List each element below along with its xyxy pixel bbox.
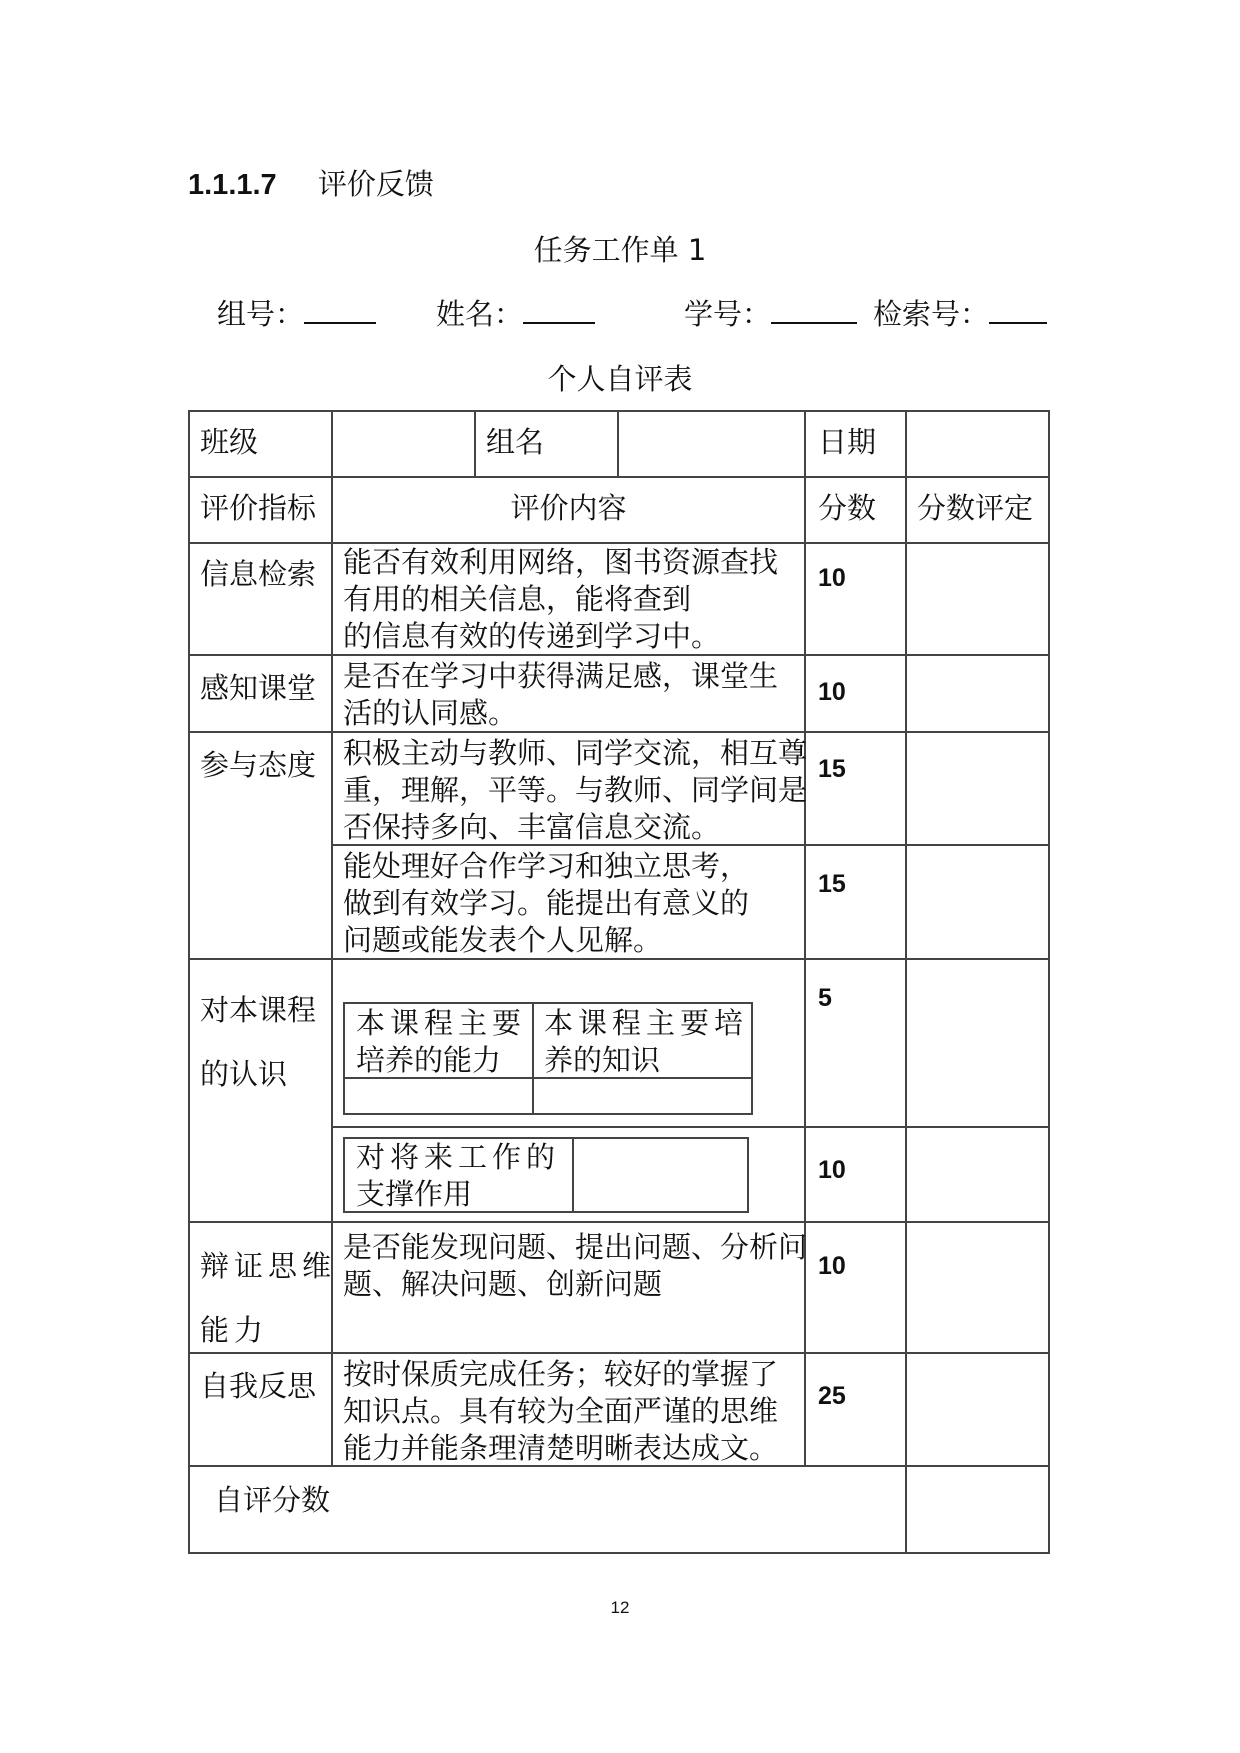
student-id-field	[684, 292, 857, 333]
indicator-dialectical-thinking	[200, 1234, 336, 1362]
indicator-line: 的认识	[200, 1057, 288, 1091]
section-title: 评价反馈	[317, 167, 434, 201]
indicator-info-search: 信息检索	[200, 557, 317, 591]
rating-header: 分数评定	[917, 491, 1034, 525]
name-blank[interactable]	[523, 296, 595, 324]
cell-line: 本课程主要培	[544, 1006, 749, 1040]
content-line: 按时保质完成任务；较好的掌握了	[343, 1357, 779, 1391]
score-participation-b: 15	[818, 870, 846, 898]
table-col-rule	[804, 410, 806, 1466]
main-knowledge-input[interactable]	[535, 1080, 749, 1112]
date-input[interactable]	[917, 418, 1041, 472]
table-col-rule	[617, 410, 619, 476]
future-work-support-cell	[356, 1139, 560, 1213]
content-info-search	[343, 544, 778, 655]
nested-rule	[343, 1137, 345, 1213]
content-line: 积极主动与教师、同学交流，相互尊	[343, 736, 808, 770]
nested-rule	[343, 1113, 753, 1115]
score-participation-a: 15	[818, 755, 846, 783]
indicator-line: 辩证思维	[200, 1249, 337, 1283]
table-border-bottom	[188, 1552, 1050, 1554]
nested-rule	[343, 1002, 345, 1115]
content-line: 能处理好合作学习和独立思考，	[343, 849, 750, 883]
content-line: 问题或能发表个人见解。	[343, 923, 663, 957]
main-ability-cell	[356, 1005, 526, 1079]
nested-rule	[751, 1002, 753, 1115]
score-class-perception: 10	[818, 678, 846, 706]
class-label: 班级	[200, 425, 259, 459]
section-number: 1.1.1.7	[188, 169, 277, 201]
content-participation-a	[343, 735, 807, 846]
content-line: 是否在学习中获得满足感，课堂生	[343, 659, 779, 693]
content-participation-b	[343, 848, 749, 959]
name-label: 姓名：	[436, 297, 524, 331]
score-info-search: 10	[818, 564, 846, 592]
content-line: 能否有效利用网络，图书资源查找	[343, 545, 779, 579]
table-border-top	[188, 410, 1050, 412]
score-dialectical-thinking: 10	[818, 1252, 846, 1280]
content-line: 活的认同感。	[343, 696, 518, 730]
indicator-self-reflection: 自我反思	[200, 1369, 317, 1403]
group-number-label: 组号：	[217, 297, 305, 331]
cell-line: 培养的能力	[356, 1043, 502, 1077]
search-number-field	[873, 292, 1047, 333]
content-line: 做到有效学习。能提出有意义的	[343, 886, 750, 920]
cell-line: 对将来工作的	[356, 1140, 561, 1174]
group-name-input[interactable]	[629, 418, 797, 472]
class-input[interactable]	[343, 418, 467, 472]
cell-line: 支撑作用	[356, 1177, 473, 1211]
content-line: 否保持多向、丰富信息交流。	[343, 810, 721, 844]
future-work-support-input[interactable]	[575, 1140, 745, 1210]
indicator-line: 对本课程	[200, 993, 317, 1027]
content-line: 能力并能条理清楚明晰表达成文。	[343, 1431, 779, 1465]
table-rule	[331, 1126, 1050, 1128]
date-label: 日期	[818, 425, 877, 459]
nested-rule	[343, 1002, 753, 1004]
table-col-rule	[905, 410, 907, 1554]
content-header: 评价内容	[510, 491, 627, 525]
indicator-header: 评价指标	[200, 491, 317, 525]
group-number-field	[217, 292, 376, 333]
cell-line: 本课程主要	[356, 1006, 527, 1040]
group-number-blank[interactable]	[304, 296, 376, 324]
content-class-perception	[343, 658, 778, 732]
content-line: 重，理解，平等。与教师、同学间是	[343, 773, 808, 807]
self-score-input[interactable]	[917, 1474, 1041, 1544]
nested-rule	[532, 1002, 534, 1115]
section-heading	[188, 162, 434, 203]
search-number-label: 检索号：	[873, 297, 990, 331]
sheet-title: 任务工作单 1	[533, 233, 707, 267]
table-col-rule	[474, 410, 476, 476]
group-name-label: 组名	[486, 425, 545, 459]
student-id-label: 学号：	[684, 297, 772, 331]
content-self-reflection	[343, 1356, 778, 1467]
indicator-class-perception: 感知课堂	[200, 671, 317, 705]
table-title: 个人自评表	[547, 362, 693, 396]
search-number-blank[interactable]	[989, 296, 1047, 324]
nested-rule	[572, 1137, 574, 1213]
table-rule	[188, 476, 1050, 478]
self-score-label: 自评分数	[214, 1483, 331, 1517]
content-line: 的信息有效的传递到学习中。	[343, 619, 721, 653]
name-field	[436, 292, 595, 333]
main-knowledge-cell	[544, 1005, 748, 1079]
content-line: 是否能发现问题、提出问题、分析问	[343, 1230, 808, 1264]
score-self-reflection: 25	[818, 1382, 846, 1410]
indicator-course-understanding	[200, 978, 316, 1106]
indicator-line: 能力	[200, 1313, 269, 1347]
cell-line: 养的知识	[544, 1043, 661, 1077]
score-header: 分数	[818, 491, 877, 525]
score-course-a: 5	[818, 984, 832, 1012]
content-line: 题、解决问题、创新问题	[343, 1267, 663, 1301]
nested-rule	[747, 1137, 749, 1213]
table-border-left	[188, 410, 190, 1554]
student-id-blank[interactable]	[771, 296, 857, 324]
score-course-b: 10	[818, 1156, 846, 1184]
table-border-right	[1048, 410, 1050, 1554]
content-line: 有用的相关信息，能将查到	[343, 582, 692, 616]
indicator-participation: 参与态度	[200, 748, 317, 782]
content-dialectical-thinking	[343, 1229, 807, 1303]
content-line: 知识点。具有较为全面严谨的思维	[343, 1394, 779, 1428]
main-ability-input[interactable]	[346, 1080, 530, 1112]
page-number: 12	[610, 1598, 630, 1617]
table-rule	[188, 1221, 1050, 1223]
